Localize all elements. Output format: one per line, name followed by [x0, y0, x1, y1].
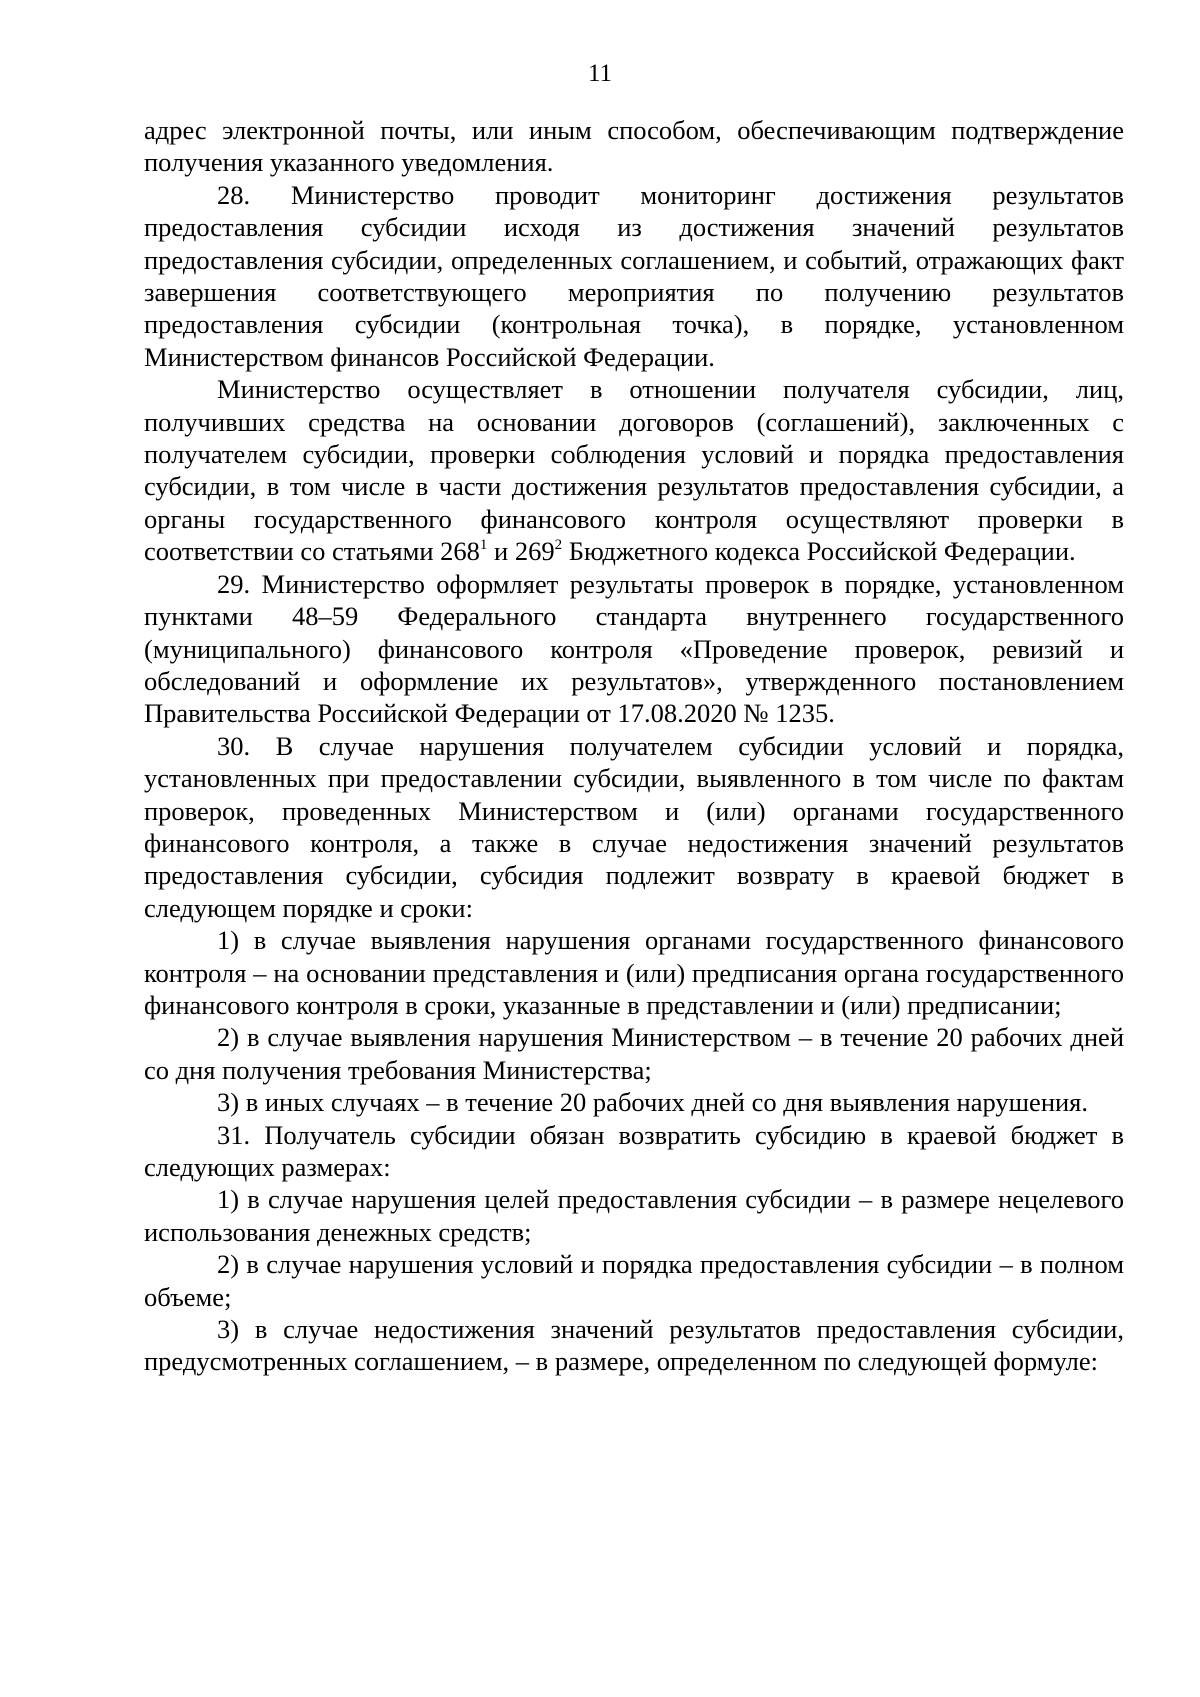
paragraph-continuation: адрес электронной почты, или иным способом, обеспечивающим подтверждение получения указанного уведомления.: [144, 115, 1124, 178]
paragraph-inspections-tail: Бюджетного кодекса Российской Федерации.: [562, 536, 1076, 567]
paragraph-item-31: 31. Получатель субсидии обязан возвратить субсидию в краевой бюджет в следующих размерах:: [144, 1119, 1124, 1182]
paragraph-item-29: 29. Министерство оформляет результаты проверок в порядке, установленном пунктами 48–59 Федерального стандарта внутреннего государственного (муниципального) финансового контроля «Проведение проверок, ревизий и обследований и оформление их результатов», утвержденного постановлением Правительства Российской Федерации от 17.08.2020 № 1235.: [144, 568, 1124, 729]
paragraph-inspections-text: Министерство осуществляет в отношении получателя субсидии, лиц, получивших средства на основании договоров (соглашений), заключенных с получателем субсидии, проверки соблюдения условий и порядка предоставления субсидии, в том числе в части достижения результатов предоставления субсидии, а органы государственного финансового контроля осуществляют проверки в соответствии со статьями 268: [144, 374, 1124, 567]
paragraph-item-28: 28. Министерство проводит мониторинг достижения результатов предоставления субсидии исходя из достижения значений результатов предоставления субсидии, определенных соглашением, и событий, отражающих факт завершения соответствующего мероприятия по получению результатов предоставления субсидии (контрольная точка), в порядке, установленном Министерством финансов Российской Федерации.: [144, 179, 1124, 372]
paragraph-item-30: 30. В случае нарушения получателем субсидии условий и порядка, установленных при предоставлении субсидии, выявленного в том числе по фактам проверок, проведенных Министерством и (или) органами государственного финансового контроля, а также в случае недостижения значений результатов предоставления субсидии, субсидия подлежит возврату в краевой бюджет в следующем порядке и сроки:: [144, 730, 1124, 923]
superscript-268: 1: [479, 537, 488, 554]
list-item-30-2: 2) в случае выявления нарушения Министерством – в течение 20 рабочих дней со дня получения требования Министерства;: [144, 1022, 1124, 1085]
page-number: 11: [587, 60, 613, 87]
list-item-30-3: 3) в иных случаях – в течение 20 рабочих дней со дня выявления нарушения.: [217, 1087, 1088, 1118]
document-body: [144, 114, 1124, 1378]
superscript-269: 2: [554, 537, 563, 554]
list-item-31-2: 2) в случае нарушения условий и порядка предоставления субсидии – в полном объеме;: [144, 1249, 1124, 1312]
list-item-31-3: 3) в случае недостижения значений результатов предоставления субсидии, предусмотренных соглашением, – в размере, определенном по следующей формуле:: [144, 1314, 1124, 1377]
list-item-31-1: 1) в случае нарушения целей предоставления субсидии – в размере нецелевого использования денежных средств;: [144, 1184, 1124, 1247]
paragraph-inspections: [144, 373, 1124, 567]
paragraph-inspections-and: и 269: [487, 536, 555, 567]
list-item-30-1: 1) в случае выявления нарушения органами государственного финансового контроля – на основании представления и (или) предписания органа государственного финансового контроля в сроки, указанные в представлении и (или) предписании;: [144, 925, 1124, 1020]
